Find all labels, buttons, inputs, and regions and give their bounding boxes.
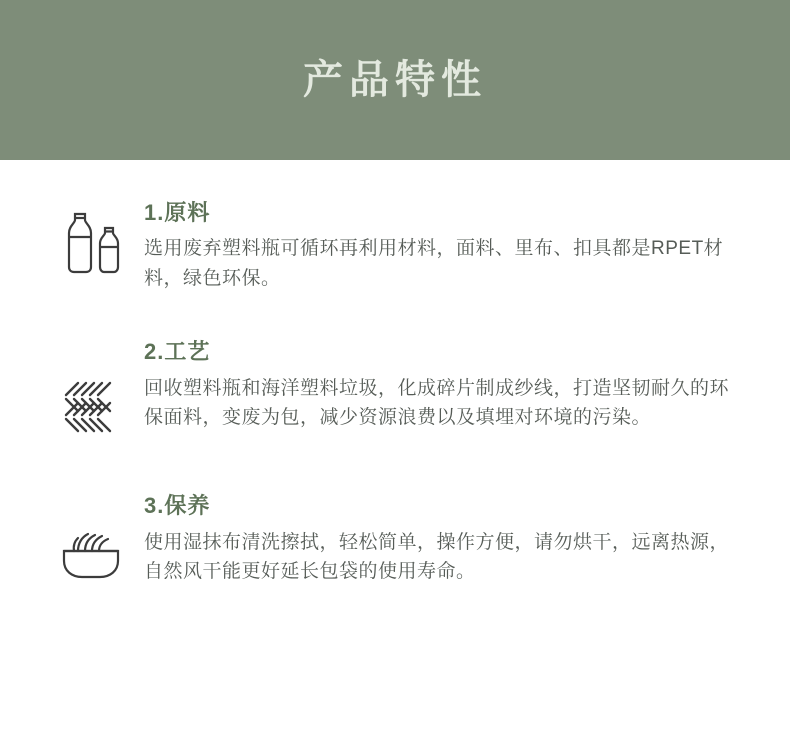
- woven-fabric-icon: [44, 339, 140, 443]
- bottles-icon: [44, 200, 140, 278]
- page-title: 产品特性: [303, 58, 487, 102]
- features-list: [0, 160, 790, 587]
- feature-text: 使用湿抹布清洗擦拭，轻松简单，操作方便，请勿烘干，远离热源，自然风干能更好延长包袋的使用寿命。: [144, 531, 730, 583]
- feature-item: [44, 493, 746, 586]
- feature-text: 回收塑料瓶和海洋塑料垃圾，化成碎片制成纱线，打造坚韧耐久的环保面料，变废为包，减少资源浪费以及填埋对环境的污染。: [144, 377, 730, 429]
- feature-body: [140, 200, 746, 293]
- feature-title: 3.保养: [144, 493, 211, 519]
- hand-wash-icon: [44, 493, 140, 585]
- feature-title: 1.原料: [144, 200, 211, 225]
- feature-body: [140, 493, 746, 586]
- feature-title: 2.工艺: [144, 339, 211, 365]
- feature-body: [140, 339, 746, 432]
- feature-text: 选用废弃塑料瓶可循环再利用材料，面料、里布、扣具都是RPET材料，绿色环保。: [144, 238, 724, 289]
- feature-item: [44, 200, 746, 293]
- page-banner: [0, 0, 790, 160]
- feature-item: [44, 339, 746, 443]
